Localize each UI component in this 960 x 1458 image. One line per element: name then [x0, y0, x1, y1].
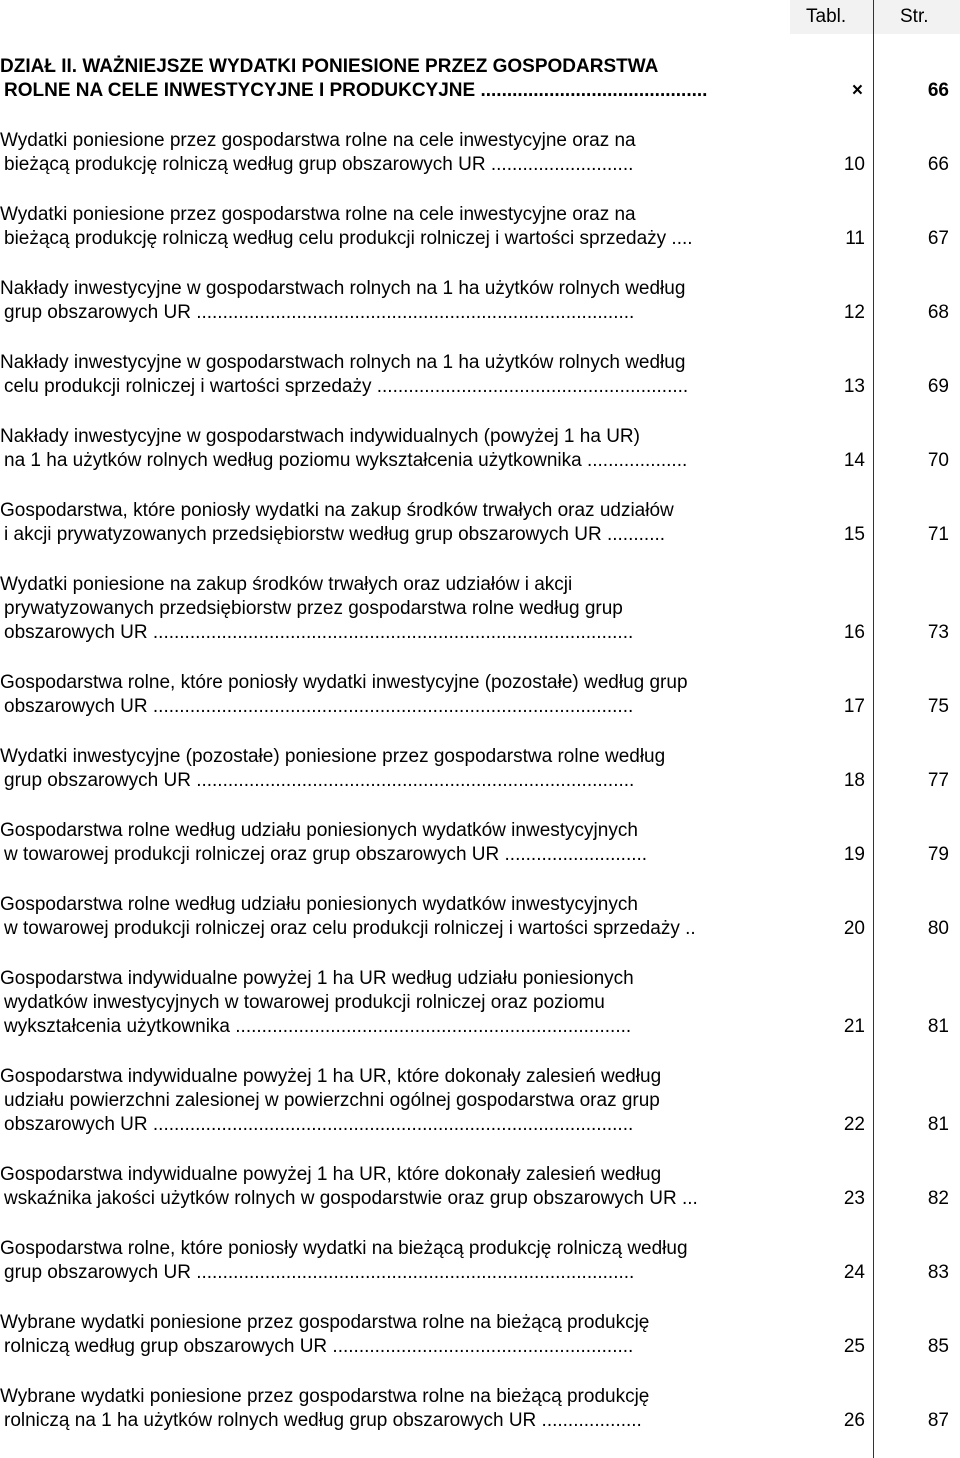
table-number: 22: [843, 1114, 865, 1135]
toc-entry-text: ROLNE NA CELE INWESTYCYJNE I PRODUKCYJNE ...........................................: [4, 80, 708, 101]
page-number: 70: [927, 450, 949, 471]
toc-entry-text: prywatyzowanych przedsiębiorstw przez gospodarstwa rolne według grup: [4, 598, 623, 619]
toc-entry-text: rolniczą według grup obszarowych UR .........................................................: [4, 1336, 634, 1357]
toc-entry-line: [0, 819, 960, 843]
toc-entry[interactable]: [0, 1237, 960, 1285]
page-number: 68: [927, 302, 949, 323]
toc-entry[interactable]: [0, 351, 960, 399]
toc-entry-text: Gospodarstwa rolne według udziału poniesionych wydatków inwestycyjnych: [0, 820, 638, 841]
toc-entry-line: [0, 1261, 960, 1285]
table-number: 19: [843, 844, 865, 865]
toc-entry-text: celu produkcji rolniczej i wartości sprzedaży ...........................................................: [4, 376, 689, 397]
column-header-str: Str.: [900, 6, 929, 27]
table-number: 13: [843, 376, 865, 397]
page-number: 71: [927, 524, 949, 545]
toc-entry-line: [0, 227, 960, 251]
toc-entry-text: DZIAŁ II. WAŻNIEJSZE WYDATKI PONIESIONE PRZEZ GOSPODARSTWA: [0, 56, 659, 77]
page-number: 66: [927, 154, 949, 175]
toc-entry-line: [0, 1015, 960, 1039]
toc-entry-line: [0, 523, 960, 547]
toc-entry-line: [0, 1409, 960, 1433]
table-number: 15: [843, 524, 865, 545]
toc-entry-line: [0, 425, 960, 449]
toc-entry[interactable]: [0, 1311, 960, 1359]
section-heading-line: [0, 79, 960, 103]
toc-entry[interactable]: [0, 129, 960, 177]
toc-entry[interactable]: [0, 745, 960, 793]
toc-entry-line: [0, 1163, 960, 1187]
section-heading[interactable]: [0, 55, 960, 103]
page-number: 85: [927, 1336, 949, 1357]
toc-entry[interactable]: [0, 1163, 960, 1211]
toc-entry-line: [0, 917, 960, 941]
toc-entry-text: Nakłady inwestycyjne w gospodarstwach rolnych na 1 ha użytków rolnych według: [0, 278, 686, 299]
column-header-tabl: Tabl.: [806, 6, 847, 27]
toc-entry-text: na 1 ha użytków rolnych według poziomu wykształcenia użytkownika ...................: [4, 450, 688, 471]
toc-entry-text: Wydatki poniesione na zakup środków trwałych oraz udziałów i akcji: [0, 574, 573, 595]
toc-entry-text: Gospodarstwa, które poniosły wydatki na zakup środków trwałych oraz udziałów: [0, 500, 674, 521]
page-number: 83: [927, 1262, 949, 1283]
toc-entry-line: [0, 499, 960, 523]
table-number: 18: [843, 770, 865, 791]
toc-entry-line: [0, 671, 960, 695]
page-number: 73: [927, 622, 949, 643]
page-number: 82: [927, 1188, 949, 1209]
toc-entry-line: [0, 203, 960, 227]
toc-entry[interactable]: [0, 203, 960, 251]
toc-entry-line: [0, 1335, 960, 1359]
toc-entry-line: [0, 573, 960, 597]
table-number: 17: [843, 696, 865, 717]
toc-entry-text: rolniczą na 1 ha użytków rolnych według grup obszarowych UR ...................: [4, 1410, 642, 1431]
toc-entry-text: wykształcenia użytkownika ...........................................................................: [4, 1016, 632, 1037]
table-number: 20: [843, 918, 865, 939]
toc-entry-text: Gospodarstwa indywidualne powyżej 1 ha UR, które dokonały zalesień według: [0, 1164, 662, 1185]
toc-entry-text: Wybrane wydatki poniesione przez gospodarstwa rolne na bieżącą produkcję: [0, 1386, 650, 1407]
toc-entry-line: [0, 1311, 960, 1335]
toc-entry[interactable]: [0, 499, 960, 547]
toc-entry-line: [0, 967, 960, 991]
toc-entry-text: Nakłady inwestycyjne w gospodarstwach rolnych na 1 ha użytków rolnych według: [0, 352, 686, 373]
toc-entry-text: w towarowej produkcji rolniczej oraz celu produkcji rolniczej i wartości sprzedaży ..: [4, 918, 696, 939]
page-number: 79: [927, 844, 949, 865]
toc-entry-line: [0, 893, 960, 917]
toc-entry-text: udziału powierzchni zalesionej w powierzchni ogólnej gospodarstwa oraz grup: [4, 1090, 660, 1111]
section-heading-line: [0, 55, 960, 79]
toc-entry[interactable]: [0, 277, 960, 325]
toc-entry-line: [0, 843, 960, 867]
toc-entry-text: Gospodarstwa rolne według udziału poniesionych wydatków inwestycyjnych: [0, 894, 638, 915]
toc-entry[interactable]: [0, 893, 960, 941]
toc-entry[interactable]: [0, 573, 960, 645]
table-number: 24: [843, 1262, 865, 1283]
page-number: 67: [927, 228, 949, 249]
toc-entry[interactable]: [0, 967, 960, 1039]
toc-entry-text: Wydatki inwestycyjne (pozostałe) poniesione przez gospodarstwa rolne według: [0, 746, 666, 767]
page-number: 87: [927, 1410, 949, 1431]
page-number: 77: [927, 770, 949, 791]
table-number: 16: [843, 622, 865, 643]
toc-entry-text: w towarowej produkcji rolniczej oraz grup obszarowych UR ...........................: [4, 844, 648, 865]
toc-entry-text: Gospodarstwa rolne, które poniosły wydatki na bieżącą produkcję rolniczą według: [0, 1238, 688, 1259]
table-number: 14: [843, 450, 865, 471]
toc-entry-line: [0, 277, 960, 301]
toc-entry-line: [0, 449, 960, 473]
toc-entry-line: [0, 301, 960, 325]
table-number: 12: [843, 302, 865, 323]
not-applicable-cross: ×: [851, 80, 863, 101]
toc-entry-text: obszarowych UR ...........................................................................................: [4, 622, 634, 643]
page-number: 80: [927, 918, 949, 939]
page-number: 66: [927, 80, 949, 101]
page-number: 69: [927, 376, 949, 397]
toc-entry-line: [0, 1385, 960, 1409]
toc-entry-text: Gospodarstwa indywidualne powyżej 1 ha UR, które dokonały zalesień według: [0, 1066, 662, 1087]
toc-entry[interactable]: [0, 1065, 960, 1137]
toc-entry-line: [0, 1113, 960, 1137]
toc-entry-line: [0, 1065, 960, 1089]
toc-entry-text: bieżącą produkcję rolniczą według grup obszarowych UR ...........................: [4, 154, 634, 175]
toc-entry-text: obszarowych UR ...........................................................................................: [4, 696, 634, 717]
toc-entry-text: Wydatki poniesione przez gospodarstwa rolne na cele inwestycyjne oraz na: [0, 130, 636, 151]
toc-entry-text: i akcji prywatyzowanych przedsiębiorstw według grup obszarowych UR ...........: [4, 524, 666, 545]
page-number: 81: [927, 1016, 949, 1037]
toc-entry-text: Nakłady inwestycyjne w gospodarstwach indywidualnych (powyżej 1 ha UR): [0, 426, 640, 447]
toc-entry-line: [0, 745, 960, 769]
toc-entry-text: grup obszarowych UR ...................................................................................: [4, 770, 635, 791]
toc-entry[interactable]: [0, 425, 960, 473]
toc-entry-text: wydatków inwestycyjnych w towarowej produkcji rolniczej oraz poziomu: [4, 992, 605, 1013]
toc-entry-text: bieżącą produkcję rolniczą według celu produkcji rolniczej i wartości sprzedaży ....: [4, 228, 693, 249]
page-number: 81: [927, 1114, 949, 1135]
table-number: 23: [843, 1188, 865, 1209]
toc-entry-text: obszarowych UR ...........................................................................................: [4, 1114, 634, 1135]
toc-entry-line: [0, 351, 960, 375]
toc-entry-line: [0, 375, 960, 399]
toc-entry[interactable]: [0, 819, 960, 867]
toc-entry-text: wskaźnika jakości użytków rolnych w gospodarstwie oraz grup obszarowych UR ...: [4, 1188, 698, 1209]
toc-entry-line: [0, 597, 960, 621]
page-number: 75: [927, 696, 949, 717]
toc-entry-text: Gospodarstwa indywidualne powyżej 1 ha UR według udziału poniesionych: [0, 968, 634, 989]
toc-entry-text: Gospodarstwa rolne, które poniosły wydatki inwestycyjne (pozostałe) według grup: [0, 672, 688, 693]
toc-entry-line: [0, 621, 960, 645]
toc-entry-line: [0, 1187, 960, 1211]
toc-entry-line: [0, 769, 960, 793]
toc-entry-line: [0, 129, 960, 153]
toc-entry-line: [0, 695, 960, 719]
toc-entry-line: [0, 991, 960, 1015]
toc-entry-line: [0, 1237, 960, 1261]
table-number: 21: [843, 1016, 865, 1037]
toc-entry[interactable]: [0, 671, 960, 719]
toc-entry[interactable]: [0, 1385, 960, 1433]
toc-entry-text: grup obszarowych UR ...................................................................................: [4, 1262, 635, 1283]
table-number: 11: [845, 228, 865, 249]
table-number: 25: [843, 1336, 865, 1357]
toc-entry-line: [0, 153, 960, 177]
toc-entry-text: grup obszarowych UR ...................................................................................: [4, 302, 635, 323]
table-number: 10: [843, 154, 865, 175]
toc-entry-text: Wybrane wydatki poniesione przez gospodarstwa rolne na bieżącą produkcję: [0, 1312, 650, 1333]
toc-entry-text: Wydatki poniesione przez gospodarstwa rolne na cele inwestycyjne oraz na: [0, 204, 636, 225]
toc-entry-line: [0, 1089, 960, 1113]
table-number: 26: [843, 1410, 865, 1431]
